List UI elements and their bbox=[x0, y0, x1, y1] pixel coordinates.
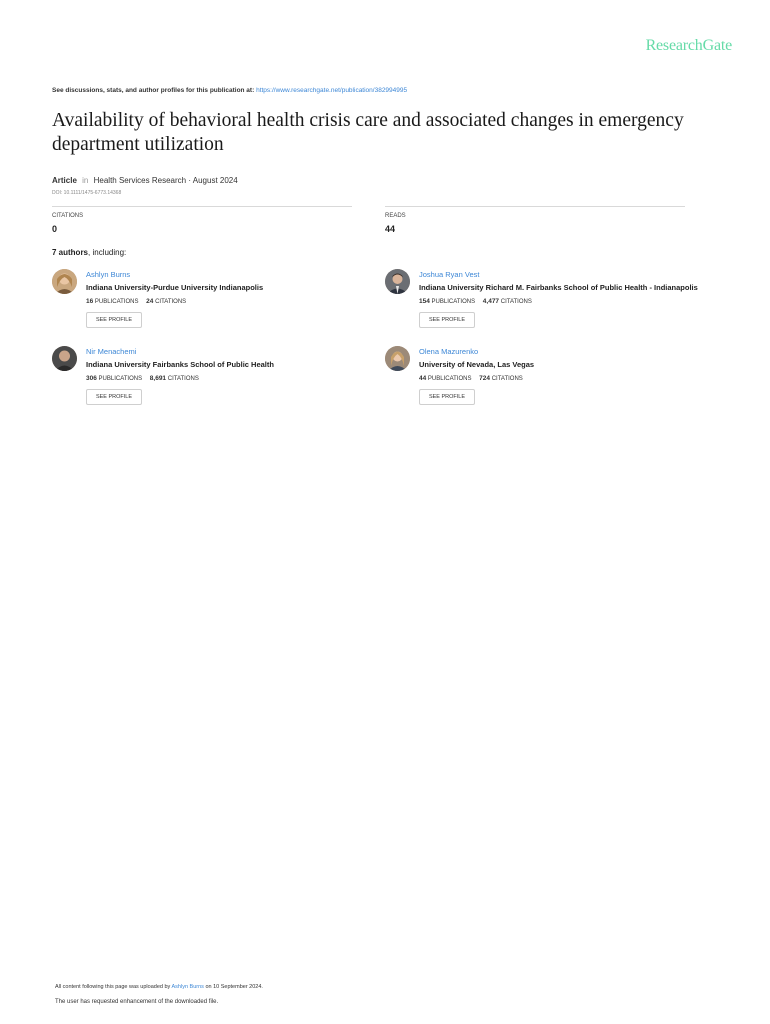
author-name[interactable]: Ashlyn Burns bbox=[86, 270, 131, 279]
reads-label: READS bbox=[385, 213, 406, 219]
article-type: Article bbox=[52, 176, 77, 185]
discussion-text: See discussions, stats, and author profiles for this publication at: bbox=[52, 87, 255, 94]
avatar[interactable] bbox=[385, 269, 410, 294]
discussion-notice bbox=[52, 87, 407, 94]
authors-suffix: , including: bbox=[88, 248, 127, 257]
divider-citations bbox=[52, 206, 352, 207]
publications-label: PUBLICATIONS bbox=[431, 299, 476, 305]
researchgate-logo[interactable]: ResearchGate bbox=[645, 37, 732, 54]
author-stats bbox=[86, 298, 186, 305]
upload-notice bbox=[55, 984, 263, 990]
avatar[interactable] bbox=[385, 346, 410, 371]
divider-reads bbox=[385, 206, 685, 207]
publications-count: 154 bbox=[419, 298, 430, 305]
publications-label: PUBLICATIONS bbox=[98, 376, 143, 382]
author-card bbox=[52, 269, 382, 335]
author-card bbox=[385, 346, 715, 412]
author-card bbox=[52, 346, 382, 412]
author-stats bbox=[419, 298, 532, 305]
author-name[interactable]: Joshua Ryan Vest bbox=[419, 270, 480, 279]
author-stats bbox=[86, 375, 199, 382]
citations-label: CITATIONS bbox=[167, 376, 199, 382]
author-institution[interactable]: Indiana University Fairbanks School of Public Health bbox=[86, 360, 274, 369]
citations-count: 4,477 bbox=[482, 298, 500, 305]
see-profile-button[interactable]: SEE PROFILE bbox=[419, 312, 475, 328]
see-profile-button[interactable]: SEE PROFILE bbox=[419, 389, 475, 405]
avatar[interactable] bbox=[52, 346, 77, 371]
author-stats bbox=[419, 375, 523, 382]
author-card bbox=[385, 269, 715, 335]
see-profile-button[interactable]: SEE PROFILE bbox=[86, 312, 142, 328]
publications-count: 306 bbox=[86, 375, 97, 382]
publications-count: 16 bbox=[86, 298, 94, 305]
citations-count: 8,691 bbox=[149, 375, 167, 382]
in-word: in bbox=[82, 176, 89, 185]
citations-label: CITATIONS bbox=[491, 376, 523, 382]
doi: DOI: 10.1111/1475-6773.14368 bbox=[52, 190, 122, 196]
citations-count: 0 bbox=[52, 224, 58, 234]
author-name[interactable]: Nir Menachemi bbox=[86, 347, 137, 356]
citations-label: CITATIONS bbox=[155, 299, 187, 305]
enhancement-note: The user has requested enhancement of the downloaded file. bbox=[55, 999, 219, 1005]
publications-label: PUBLICATIONS bbox=[427, 376, 472, 382]
publication-title: Availability of behavioral health crisis care and associated changes in emergency department utilization bbox=[52, 110, 684, 155]
citations-count: 724 bbox=[479, 375, 491, 382]
citations-label: CITATIONS bbox=[52, 213, 84, 219]
author-institution[interactable]: University of Nevada, Las Vegas bbox=[419, 360, 535, 369]
authors-heading bbox=[52, 248, 126, 257]
citations-count: 24 bbox=[146, 298, 154, 305]
upload-prefix: All content following this page was uploaded by bbox=[55, 984, 171, 990]
publication-link[interactable]: https://www.researchgate.net/publication/382994995 bbox=[256, 87, 408, 94]
author-name[interactable]: Olena Mazurenko bbox=[419, 347, 479, 356]
author-institution[interactable]: Indiana University Richard M. Fairbanks School of Public Health - Indianapolis bbox=[419, 283, 698, 292]
reads-count: 44 bbox=[385, 224, 396, 234]
journal-name[interactable]: Health Services Research · August 2024 bbox=[93, 176, 238, 185]
see-profile-button[interactable]: SEE PROFILE bbox=[86, 389, 142, 405]
publications-count: 44 bbox=[419, 375, 427, 382]
publications-label: PUBLICATIONS bbox=[94, 299, 139, 305]
uploader-link[interactable]: Ashlyn Burns bbox=[171, 984, 204, 990]
upload-suffix: on 10 September 2024. bbox=[205, 984, 263, 990]
citations-label: CITATIONS bbox=[500, 299, 532, 305]
avatar[interactable] bbox=[52, 269, 77, 294]
publication-meta bbox=[52, 176, 238, 185]
author-institution[interactable]: Indiana University-Purdue University Indianapolis bbox=[86, 283, 264, 292]
authors-count: 7 authors bbox=[52, 248, 89, 257]
